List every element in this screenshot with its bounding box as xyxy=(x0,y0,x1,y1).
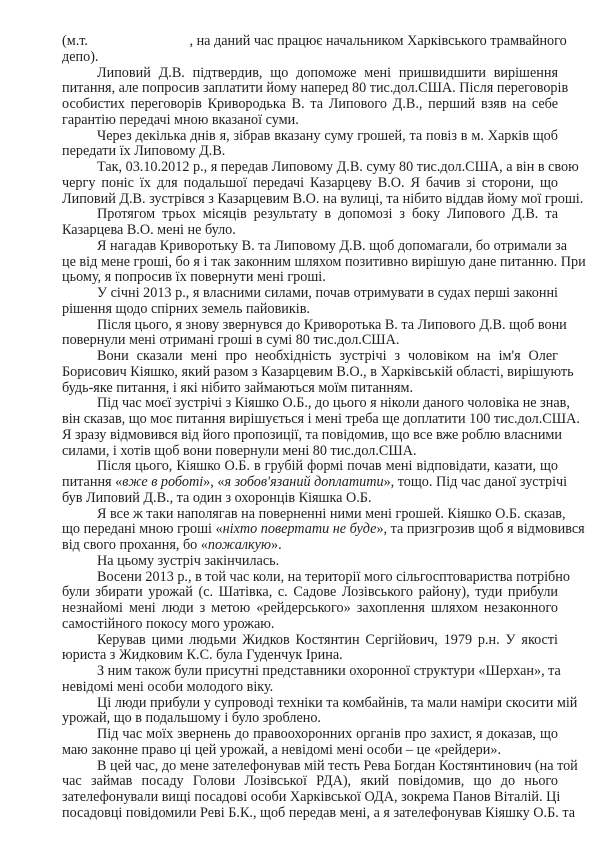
text-run: чергу поніс їх для подальшої передачі Казарцеву В.О. Я бачив зі сторони, що xyxy=(62,174,558,191)
text-line xyxy=(62,363,574,381)
text-run: », тощо. Під час даної зустрічі xyxy=(383,474,568,490)
text-line xyxy=(62,727,558,743)
text-run: В цей час, до мене зателефонував мій тесть Рева Богдан Костянтинович (на той xyxy=(97,757,578,774)
text-run: посадовці повідомили Реві Б.К., щоб передав мені, а я зателефонував Кіяшку О.Б. та xyxy=(62,804,576,821)
text-run: депо). xyxy=(62,48,99,65)
text-run: передати їх Липовому Д.В. xyxy=(62,143,226,160)
text-run: самостійного покосу мого урожаю. xyxy=(62,615,275,632)
text-run: особистих переговорів Кривородька В. та Липового Д.В., перший взяв на себе xyxy=(62,96,558,112)
text-run: Я нагадав Криворотьку В. та Липовому Д.В. щоб допомагали, бо отримали за xyxy=(97,237,568,254)
text-run: гарантію передачі мною вказаної суми. xyxy=(62,111,299,128)
text-line xyxy=(62,491,558,507)
text-line xyxy=(62,97,558,113)
text-run: Борисович Кіяшко, який разом з Казарцевим В.О., в Харківській області, вирішують xyxy=(62,363,574,380)
text-run: Вони сказали мені про необхідність зустрічі з чоловіком на ім'я Олег xyxy=(97,348,558,364)
text-line xyxy=(62,680,558,696)
italic-quote: пожалкую xyxy=(207,537,271,553)
text-line xyxy=(62,144,558,160)
text-run: Я все ж таки наполягав на поверненні ними мені грошей. Кіяшко О.Б. сказав, xyxy=(97,505,566,522)
text-run: У січні 2013 р., я власними силами, почав отримувати в судах перші законні xyxy=(97,285,558,301)
text-run: », « xyxy=(203,474,225,490)
text-line xyxy=(62,633,558,649)
text-line xyxy=(62,711,558,727)
text-line xyxy=(62,253,586,271)
text-line xyxy=(62,601,558,617)
text-run: від свого прохання, бо « xyxy=(62,537,208,553)
text-run: Восени 2013 р., в той час коли, на території мого сільгосптовариства потрібно xyxy=(97,568,570,585)
text-line xyxy=(62,804,576,822)
text-run: повернули мені отримані гроші в сумі 80 тис.дол.США. xyxy=(62,332,400,349)
text-run: питання « xyxy=(62,474,123,490)
text-run: невідомі мені особи молодого віку. xyxy=(62,678,274,695)
text-line xyxy=(62,316,567,334)
text-line xyxy=(62,648,558,664)
text-line xyxy=(62,505,566,523)
text-line xyxy=(62,207,558,223)
document-page xyxy=(62,33,586,822)
text-run: Ці люди прибули у супроводі техніки та комбайнів, та мали наміри скосити мій xyxy=(97,694,578,711)
text-run: , на даний час працює начальником Харківського трамвайного xyxy=(189,33,567,49)
text-line xyxy=(62,426,563,444)
text-run: що передані мною гроші « xyxy=(62,521,223,538)
text-line xyxy=(62,223,558,239)
text-run: Липовий Д.В. зустрівся з Казарцевим В.О. на вулиці, та нібито віддав йому мої гроші. xyxy=(62,190,584,207)
text-run: час займав посаду Голови Лозівської РДА), який повідомив, що до нього xyxy=(62,773,558,790)
text-line xyxy=(62,381,558,397)
text-line xyxy=(62,538,558,554)
text-line xyxy=(62,694,578,712)
text-line xyxy=(62,349,558,365)
text-line xyxy=(62,237,568,255)
text-line xyxy=(62,554,558,570)
text-line xyxy=(62,302,558,318)
italic-quote: я зобов'язаний доплатити xyxy=(224,474,384,490)
text-line xyxy=(62,459,558,475)
text-run: Казарцева В.О. мені не було. xyxy=(62,222,236,238)
text-line xyxy=(62,80,569,97)
text-line xyxy=(62,474,568,491)
text-line xyxy=(62,568,570,586)
text-line xyxy=(62,333,558,349)
text-run: будь-яке питання, і які нібито займаються моїм питанням. xyxy=(62,379,414,396)
text-run: був Липовий Д.В., та один з охоронців Кіяшка О.Б. xyxy=(62,489,372,506)
text-run: юриста з Жидковим К.С. була Гуденчук Ірина. xyxy=(62,647,343,664)
text-run: Після цього, Кіяшко О.Б. в грубій формі почав мені відповідати, казати, що xyxy=(97,458,558,475)
text-line xyxy=(62,617,558,633)
text-line xyxy=(62,585,558,601)
text-run: урожай, що в подальшому і було зроблено. xyxy=(62,710,321,727)
text-line xyxy=(62,113,558,129)
text-run: рішення щодо спірних земель пайовиків. xyxy=(62,300,310,317)
text-run: цьому, я попросив їх повернути мені гроші. xyxy=(62,269,326,286)
text-run: він сказав, що моє питання вирішується і мені треба ще доплатити 100 тис.дол.США. xyxy=(62,411,580,427)
text-line xyxy=(62,190,584,208)
text-line xyxy=(62,66,558,82)
text-run: Протягом трьох місяців результату в допомозі з боку Липового Д.В. та xyxy=(97,206,558,223)
text-run: це від мене гроші, бо я і так законним шляхом позитивно вирішую дане питанню. При xyxy=(62,253,586,270)
text-run: (м.т. xyxy=(62,33,92,49)
text-run: Керував цими людьми Жидков Костянтин Сергійович, 1979 р.н. У якості xyxy=(97,631,558,648)
text-line xyxy=(62,757,578,775)
text-run: Я зразу відмовився від його пропозиції, та повідомив, що все вже роблю власними xyxy=(62,426,563,443)
text-line xyxy=(62,743,558,759)
text-run: ». xyxy=(270,537,282,553)
text-run: Під час моєї зустрічі з Кіяшко О.Б., до цього я ніколи даного чоловіка не знав, xyxy=(97,395,570,412)
text-run: силами, і хотів щоб вони повернули мені 80 тис.дол.США. xyxy=(62,442,417,459)
text-line xyxy=(62,411,580,428)
text-run: зателефонували вищі посадові особи Харківської ОДА, зокрема Панов Віталій. Ці xyxy=(62,789,561,805)
text-run: З ним також були присутні представники охоронної структури «Шерхан», та xyxy=(97,663,561,679)
text-line xyxy=(62,159,579,176)
text-run: На цьому зустріч закінчилась. xyxy=(97,552,280,569)
text-line xyxy=(62,270,558,286)
text-line xyxy=(62,444,558,460)
text-run: Через декілька днів я, зібрав вказану суму грошей, та повіз в м. Харків щоб xyxy=(97,127,558,144)
text-run: питання, але попросив заплатити йому наперед 80 тис.дол.США. Після переговорів xyxy=(62,80,569,97)
text-line xyxy=(62,176,558,192)
text-line xyxy=(62,789,561,806)
text-run: Під час моїх звернень до правоохоронних органів про захист, я доказав, що xyxy=(97,726,558,742)
text-line xyxy=(62,129,558,145)
text-line xyxy=(62,774,558,790)
text-run: », та призгрозив щоб я відмовився xyxy=(376,521,585,538)
text-line xyxy=(62,50,558,66)
text-run: Липовий Д.В. підтвердив, що допоможе мені пришвидшити вирішення xyxy=(97,64,558,81)
italic-quote: вже в роботі xyxy=(122,474,204,490)
text-run: були збирати урожай (с. Шатівка, с. Садове Лозівського району), туди прибули xyxy=(62,584,558,601)
text-run: маю законне право ці цей урожай, а невідомі мені особи – це «рейдери». xyxy=(62,741,502,758)
text-run: Після цього, я знову звернувся до Криворотька В. та Липового Д.В. щоб вони xyxy=(97,316,567,333)
text-line xyxy=(62,521,585,538)
text-line xyxy=(62,395,570,412)
text-line xyxy=(62,663,561,680)
text-run: незнайомі мені люди з метою «рейдерського» захоплення шляхом незаконного xyxy=(62,600,558,616)
text-line xyxy=(62,286,558,302)
italic-quote: ніхто повертати не буде xyxy=(222,521,377,538)
text-run: Так, 03.10.2012 р., я передав Липовому Д.В. суму 80 тис.дол.США, а він в свою xyxy=(97,159,579,175)
text-line xyxy=(62,33,567,50)
